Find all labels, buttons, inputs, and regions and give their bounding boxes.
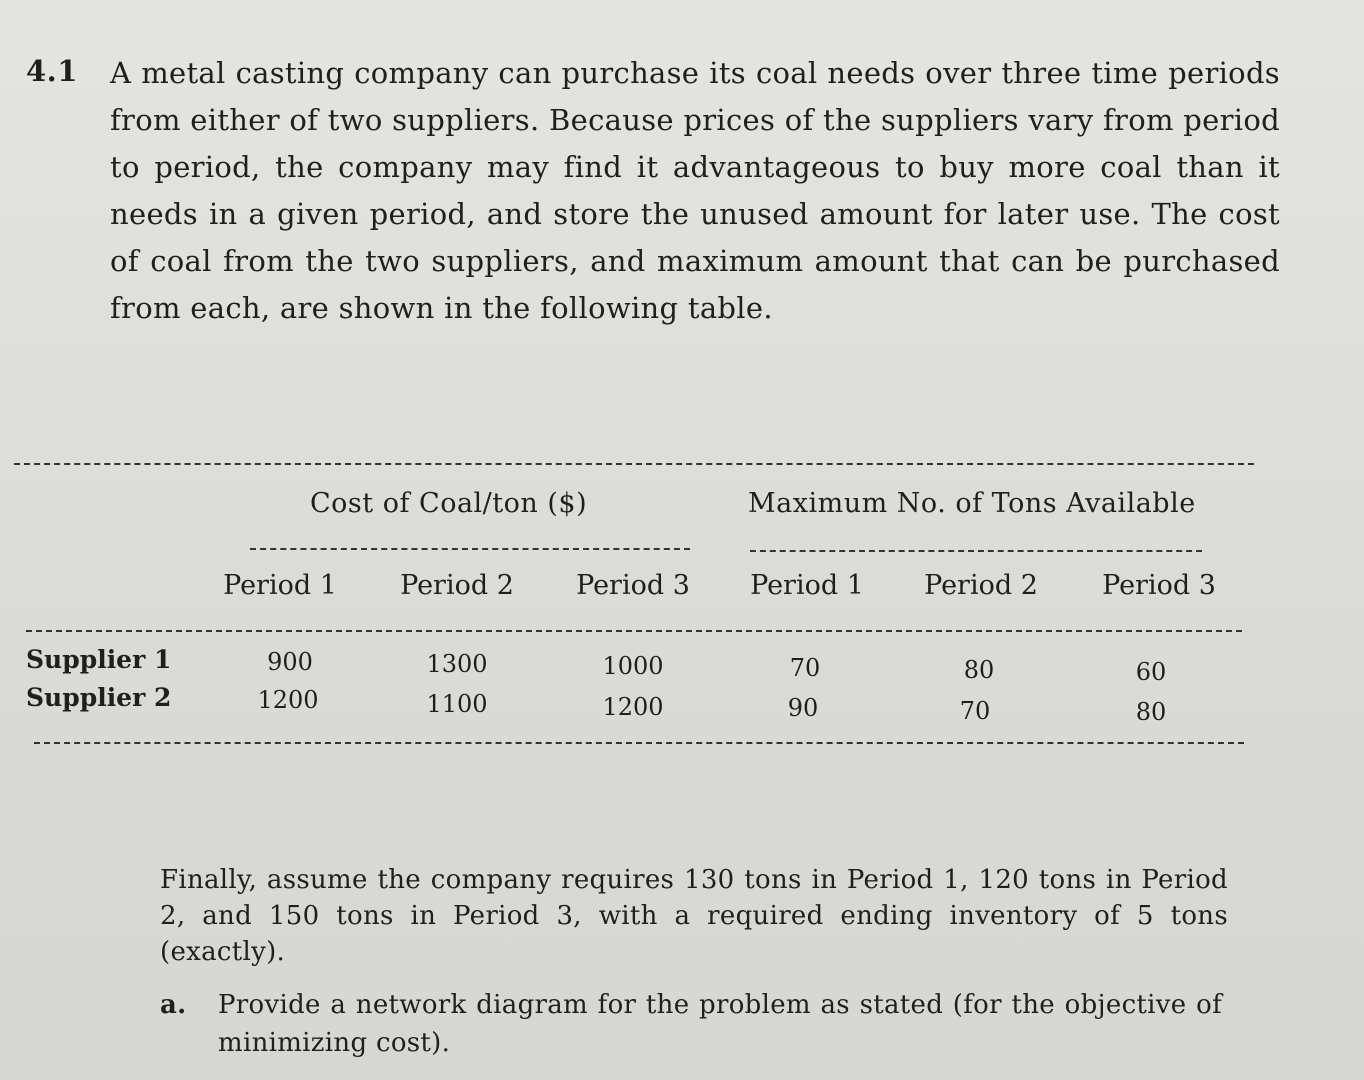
cost-spanner-rule [250, 548, 690, 550]
cell-s1-cost-p2: 1300 [426, 650, 488, 678]
cell-s1-max-p2: 80 [963, 656, 995, 684]
problem-intro: A metal casting company can purchase its coal needs over three time periods from either of two suppliers. Because prices of the suppliers vary from period to period, the company may find it advantageous to buy more coal than it needs in a given period, and store the unused amount for later use. The cost of coal from the two suppliers, and maximum amount that can be purchased from each, are shown in the following table. [110, 56, 1280, 325]
col-header-cost-period-1: Period 1 [223, 570, 337, 601]
col-header-max-period-1: Period 1 [750, 570, 864, 601]
requirements-paragraph: Finally, assume the company requires 130 tons in Period 1, 120 tons in Period 2, and 150 tons in Period 3, with a required ending inventory of 5 tons (exactly). [160, 865, 1228, 967]
table-bottom-rule [34, 742, 1244, 744]
header-bottom-rule [26, 630, 1242, 632]
cell-s1-max-p1: 70 [789, 654, 821, 682]
max-group-header: Maximum No. of Tons Available [748, 488, 1196, 519]
part-a-text: Provide a network diagram for the problem as stated (for the objective of minimizing cost). [218, 990, 1222, 1058]
cell-s2-cost-p3: 1200 [602, 693, 664, 721]
cell-s1-cost-p1: 900 [267, 648, 313, 676]
cell-s2-cost-p2: 1100 [426, 690, 488, 718]
col-header-max-period-3: Period 3 [1102, 570, 1216, 601]
cell-s1-cost-p3: 1000 [602, 652, 664, 680]
col-header-cost-period-2: Period 2 [400, 570, 514, 601]
cell-s2-max-p2: 70 [959, 697, 991, 725]
cell-s2-cost-p1: 1200 [257, 686, 319, 714]
cell-s1-max-p3: 60 [1135, 658, 1167, 686]
cost-group-header: Cost of Coal/ton ($) [310, 488, 588, 519]
row-label-supplier-1: Supplier 1 [26, 645, 172, 674]
part-a-letter: a. [160, 990, 187, 1020]
cell-s2-max-p1: 90 [787, 694, 819, 722]
cell-s2-max-p3: 80 [1135, 698, 1167, 726]
table-top-rule [14, 463, 1254, 465]
col-header-max-period-2: Period 2 [924, 570, 1038, 601]
part-a [160, 986, 1228, 1058]
row-label-supplier-2: Supplier 2 [26, 683, 172, 712]
col-header-cost-period-3: Period 3 [576, 570, 690, 601]
max-spanner-rule [750, 550, 1202, 552]
problem-number: 4.1 [26, 54, 78, 88]
